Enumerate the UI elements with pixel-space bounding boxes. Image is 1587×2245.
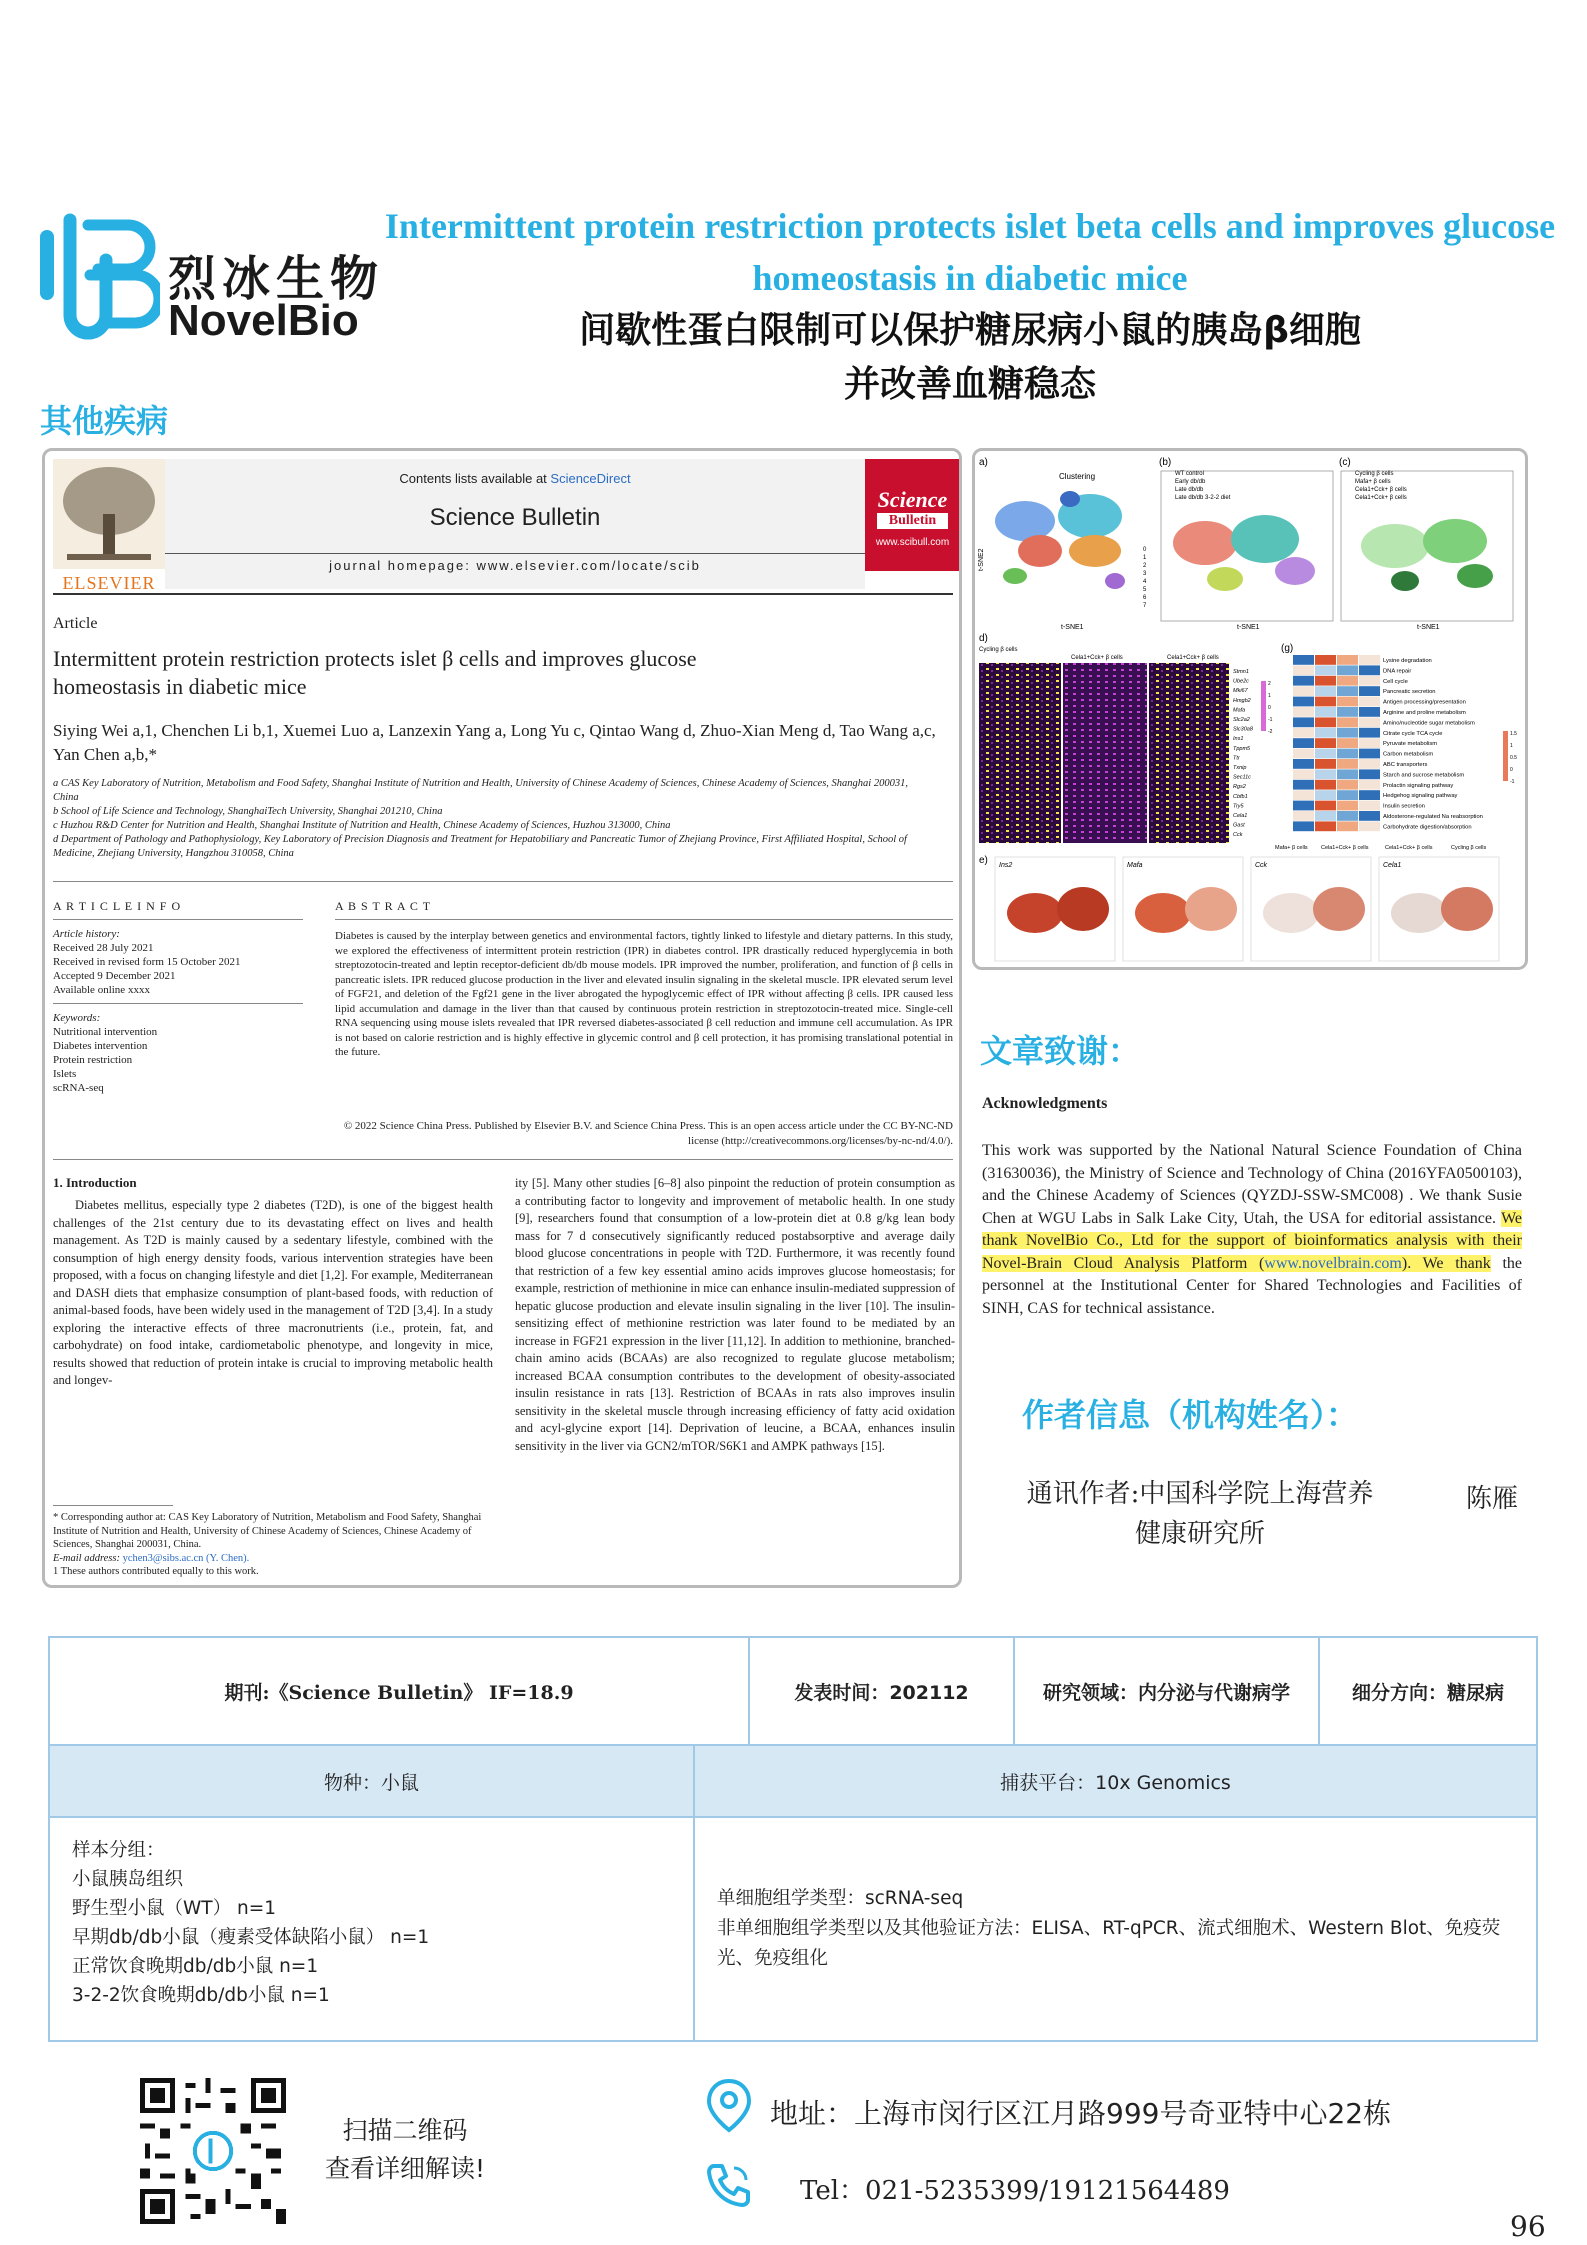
pathway-cell (1315, 665, 1336, 675)
pathway-cell (1337, 811, 1358, 821)
article-info-head: A R T I C L E I N F O (53, 899, 182, 913)
feature-gene: Mafa (1127, 862, 1143, 869)
keywords-head: Keywords: (53, 1012, 101, 1024)
keywords (53, 1011, 303, 1095)
pathway-label: Amino/nucleotide sugar metabolism (1383, 720, 1475, 727)
pathway-cell (1315, 769, 1336, 779)
cluster-id: 3 (1143, 571, 1147, 577)
sample-line: 小鼠胰岛组织 (72, 1869, 184, 1890)
pathway-label: Aldosterone-regulated Na reabsorption (1383, 814, 1483, 820)
pathway-cell (1293, 780, 1314, 790)
tsne1-axis-label: t-SNE1 (1237, 624, 1260, 631)
science-bulletin-logo (865, 459, 960, 571)
scan-instruction (310, 2112, 500, 2188)
pathway-cell (1293, 707, 1314, 717)
pathway-cell (1359, 780, 1380, 790)
keyword: scRNA-seq (53, 1082, 104, 1094)
pathway-cell (1315, 697, 1336, 707)
pathway-cell (1293, 665, 1314, 675)
cluster-id: 6 (1143, 595, 1147, 601)
feature-gene: Cela1 (1383, 862, 1402, 869)
pathway-label: DNA repair (1383, 668, 1412, 675)
intro-heading: 1. Introduction (53, 1175, 137, 1190)
title-en: Intermittent protein restriction protects islet beta cells and improves glucose homeostasis in diabetic mice (384, 206, 1556, 298)
condition-legend (1175, 471, 1231, 501)
category-heading: 其他疾病 (40, 402, 169, 440)
legend-item: Late db/db 3-2-2 diet (1175, 495, 1231, 501)
cluster-id: 2 (1143, 563, 1147, 569)
gene-label: Tppm5 (1233, 745, 1251, 752)
clustering-label: Clustering (1059, 472, 1096, 481)
gene-label: Mafa (1233, 707, 1246, 714)
study-info-table (48, 1636, 1538, 2042)
panel-d-label: d) (979, 633, 988, 644)
contents-prefix: Contents lists available at (399, 471, 551, 486)
pathway-cell (1315, 780, 1336, 790)
pathway-label: Prolactin signaling pathway (1383, 782, 1454, 789)
pathway-cell (1359, 728, 1380, 738)
keyword: Diabetes intervention (53, 1040, 148, 1052)
telephone: Tel：021-5235399/19121564489 (800, 2176, 1230, 2206)
gene-label: Sec11c (1233, 774, 1251, 781)
qr-code-icon[interactable] (140, 2078, 286, 2224)
pathway-label: Antigen processing/presentation (1383, 699, 1466, 706)
sb-logo-line1: Science (877, 487, 948, 512)
history-online: Available online xxxx (53, 984, 150, 996)
article-history (53, 927, 303, 997)
heatmap-group: Cela1+Cck+ β cells (1071, 655, 1123, 661)
copyright: © 2022 Science China Press. Published by Elsevier B.V. and Science China Press. This is an open access article under the CC BY-NC-ND license (http://creativecommons.org/licenses/by-nc-nd/4.0/). (343, 1120, 953, 1147)
pathway-cell (1359, 790, 1380, 800)
elsevier-logo (53, 459, 165, 593)
sample-line: 正常饮食晚期db/db小鼠 n=1 (72, 1956, 319, 1977)
pathway-cell (1359, 686, 1380, 696)
pathway-cell (1359, 769, 1380, 779)
pathway-cell (1337, 801, 1358, 811)
heatmap-gene-labels (1233, 669, 1254, 838)
legend-item: Late db/db (1175, 487, 1204, 493)
pathway-cell (1315, 759, 1336, 769)
scale-tick: 1 (1510, 743, 1513, 749)
brand-en: NovelBio (168, 296, 359, 345)
ack-text (982, 1140, 1522, 1320)
gene-label: Mki67 (1233, 688, 1248, 695)
brand-cn: 烈冰生物 (168, 251, 385, 307)
pathway-cell (1337, 728, 1358, 738)
tsne-clustering-plot (995, 491, 1125, 589)
email-link[interactable]: ychen3@sibs.ac.cn (Y. Chen). (122, 1552, 250, 1564)
ack-highlight: We thank NovelBio Co., Ltd for the support of bioinformatics analysis with their Novel-Brain Cloud Analysis Platform ( (982, 1209, 1522, 1272)
footnotes (53, 1511, 493, 1579)
scale-tick: 0 (1510, 767, 1513, 773)
gene-label: Slc30a8 (1233, 726, 1253, 733)
tsne1-axis-label: t-SNE1 (1061, 624, 1084, 631)
pathway-cell (1293, 655, 1314, 665)
affiliation-b: b School of Life Science and Technology, ShanghaiTech University, Shanghai 201210, China (53, 806, 443, 817)
ack-title: Acknowledgments (982, 1095, 1108, 1112)
pathway-cell (1315, 801, 1336, 811)
feature-gene: Cck (1255, 862, 1268, 869)
pathway-cell (1293, 759, 1314, 769)
scale-tick: 0 (1268, 705, 1271, 711)
scale-tick: 2 (1268, 681, 1271, 687)
pathway-label: Hedgehog signaling pathway (1383, 793, 1458, 800)
keyword: Protein restriction (53, 1054, 133, 1066)
scale-tick: -2 (1268, 729, 1273, 735)
pathway-cell (1337, 821, 1358, 831)
sb-logo-line2: Bulletin (877, 513, 948, 529)
scan-line2: 查看详细解读! (324, 2154, 486, 2183)
pathway-label: Insulin secretion (1383, 803, 1425, 810)
ack-section-heading: 文章致谢： (980, 1032, 1141, 1070)
pathway-cell (1293, 676, 1314, 686)
pathway-cell (1315, 790, 1336, 800)
pathway-label: ABC transporters (1383, 762, 1428, 768)
pathway-cell (1359, 697, 1380, 707)
pathway-label: Lysine degradation (1383, 658, 1432, 664)
pathway-labels (1383, 658, 1483, 830)
institution-line2: 健康研究所 (1134, 1519, 1265, 1549)
pathway-cell (1293, 738, 1314, 748)
gene-label: Stmn1 (1233, 669, 1249, 675)
sciencedirect-link[interactable]: ScienceDirect (550, 471, 631, 486)
pathway-cell (1337, 749, 1358, 759)
corresponding-note: * Corresponding author at: CAS Key Laboratory of Nutrition, Metabolism and Food Safety, Shanghai Institute of Nutrition and Health, University of Chinese Academy of Sciences, Chinese Academy of Sciences, Shanghai 200031, China. (53, 1512, 482, 1550)
intro-right-text: ity [5]. Many other studies [6–8] also pinpoint the reduction of protein consumption as a contributing factor to longevity and improvement of metabolic health. In one study [9], researchers found that consumption of a low-protein diet at 0.8 g/kg lean body mass for 7 d consecutively significantly reduced postabsorptive and average daily blood glucose concentrations in people with T2D. Furthermore, it was recently found that restriction of a few key essential amino acids improves glucose homeostasis; for example, restriction of methionine in mice can enhance insulin-mediated suppression of hepatic glucose production and elevate insulin signaling in the liver [10]. The insulin-sensitizing effect of methionine restriction was later found to be mediated by an increase in FGF21 expression in the liver [11,12]. In addition to methionine, branched-chain amino acids (BCAAs) are also recognized to regulate glucose metabolism; increased BCAA consumption contributes to the development of obesity-associated insulin resistance in rats [13]. Restriction of BCAAs in rats also improves insulin sensitivity in the skeletal muscle through increasing efficiency of fatty acid oxidation and acyl-glycine export [14]. Deprivation of leucine, a BCAA, enhances insulin sensitivity in the liver via GCN2/mTOR/S6K1 and AMPK pathways [15]. (515, 1176, 955, 1453)
ack-text-part: the personnel at the Institutional Center for Shared Technologies and Facilities of SINH, CAS for technical assistance. (982, 1254, 1522, 1317)
panel-c-label: (c) (1339, 457, 1351, 468)
pathway-scale (1503, 731, 1517, 785)
novelbrain-link[interactable]: www.novelbrain.com (1264, 1254, 1402, 1272)
pathway-cell (1337, 676, 1358, 686)
phone-icon (704, 2160, 754, 2210)
gene-label: Rgs2 (1233, 784, 1246, 791)
heatmap-scale (1261, 681, 1273, 735)
celltype-legend (1355, 471, 1407, 501)
heatmap-block (1063, 663, 1147, 843)
pathway-cell (1359, 676, 1380, 686)
pathway-label: Carbon metabolism (1383, 751, 1434, 758)
pathway-cell (1293, 821, 1314, 831)
pathway-cell (1359, 749, 1380, 759)
subfield-cell: 细分方向：糖尿病 (1320, 1638, 1536, 1746)
heatmap-block (1149, 663, 1229, 843)
abstract-head: A B S T R A C T (335, 899, 432, 913)
heatmap-group-labels (979, 647, 1219, 661)
pathway-cell (1315, 811, 1336, 821)
scale-tick: 0.5 (1510, 755, 1517, 761)
feature-gene: Ins2 (999, 862, 1013, 869)
pathway-cell (1315, 707, 1336, 717)
gene-label: Ins1 (1233, 736, 1244, 743)
heatmap-group: Cela1+Cck+ β cells (1167, 655, 1219, 661)
tsne-condition-plot (1173, 515, 1315, 591)
tsne1-axis-label: t-SNE1 (1417, 624, 1440, 631)
sc-type: 单细胞组学类型：scRNA-seq (717, 1888, 964, 1909)
pathway-label: Pancreatic secretion (1383, 689, 1436, 696)
journal-header (53, 459, 953, 593)
history-revised: Received in revised form 15 October 2021 (53, 956, 241, 968)
platform-cell: 捕获平台：10x Genomics (695, 1746, 1536, 1818)
pathway-cell (1315, 749, 1336, 759)
pathway-col: Mafa+ β cells (1275, 845, 1308, 851)
email-label: E-mail address: (53, 1552, 123, 1564)
paper-authors: Siying Wei a,1, Chenchen Li b,1, Xuemei Luo a, Lanzexin Yang a, Long Yu c, Qintao Wang d, Zhuo-Xian Meng d, Tao Wang a,c, Yan Chen a,b,* (53, 721, 936, 764)
journal-name: Science Bulletin (429, 504, 601, 531)
pathway-cell (1315, 717, 1336, 727)
gene-label: Gast (1233, 822, 1245, 829)
pathway-column-labels (1275, 845, 1487, 851)
feature-plots (995, 857, 1499, 961)
pathway-cell (1337, 769, 1358, 779)
title-cn-line1: 间歇性蛋白限制可以保护糖尿病小鼠的胰岛β细胞 (579, 310, 1361, 351)
pathway-cell (1359, 811, 1380, 821)
species-cell: 物种：小鼠 (50, 1746, 695, 1818)
title-cn-line2: 并改善血糖稳态 (843, 364, 1096, 405)
pathway-heatmap (1293, 655, 1380, 831)
cluster-id: 1 (1143, 555, 1147, 561)
sample-line: 早期db/db小鼠（瘦素受体缺陷小鼠） n=1 (72, 1927, 430, 1948)
gene-label: Hmgb2 (1233, 697, 1251, 704)
pathway-label: Citrate cycle TCA cycle (1383, 730, 1443, 737)
pathway-cell (1359, 821, 1380, 831)
pathway-cell (1337, 665, 1358, 675)
legend-item: Early db/db (1175, 479, 1206, 485)
pathway-col: Cycling β cells (1451, 845, 1487, 851)
address: 地址：上海市闵行区江月路999号奇亚特中心22栋 (770, 2097, 1392, 2130)
field-cell: 研究领域：内分泌与代谢病学 (1015, 1638, 1320, 1746)
pathway-cell (1315, 821, 1336, 831)
pathway-cell (1293, 686, 1314, 696)
pathway-label: Carbohydrate digestion/absorption (1383, 824, 1472, 831)
pathway-cell (1359, 655, 1380, 665)
pathway-cell (1337, 717, 1358, 727)
keyword: Nutritional intervention (53, 1026, 158, 1038)
pathway-cell (1337, 790, 1358, 800)
pathway-cell (1337, 759, 1358, 769)
gene-label: Cck (1233, 832, 1243, 839)
title-cn (370, 304, 1570, 412)
journal-banner (165, 459, 865, 589)
pathway-cell (1359, 717, 1380, 727)
scale-tick: 1 (1268, 693, 1271, 699)
gene-label: Ttr (1233, 755, 1240, 762)
abstract-text: Diabetes is caused by the interplay between genetics and environmental factors, tightly linked to lifestyle and dietary patterns. In this study, we explored the effectiveness of intermittent protein restriction (IPR) in diabetes control. IPR drastically reduced hyperglycemia in both streptozotocin-treated and leptin receptor-deficient db/db mouse models. IPR improved the number, proliferation, and function of β cells in pancreatic islets. IPR reduced glucose production in the liver and elevated insulin signaling in the skeletal muscle. IPR elevated serum level of FGF21, and deletion of the Fgf21 gene in the liver abrogated the hypoglycemic effect of IPR without affecting β cells. IPR caused less lipid accumulation and damage in the liver than that caused by continuous protein restriction in streptozotocin-treated mice. Single-cell RNA sequencing using mouse islets revealed that IPR reversed diabetes-associated β cell reduction and immune cell accumulation. As IPR is not based on calorie restriction and is highly effective in glycemic control and β cell protection, it has promising translational potential in the future. (335, 930, 953, 1058)
history-head: Article history: (53, 928, 120, 940)
figure-panel (972, 448, 1528, 970)
pathway-cell (1293, 728, 1314, 738)
sample-line: 样本分组： (72, 1840, 165, 1861)
corresponding-institution (990, 1474, 1410, 1554)
journal-cell: 期刊:《Science Bulletin》 IF=18.9 (50, 1638, 750, 1746)
pathway-cell (1315, 738, 1336, 748)
other-methods: 非单细胞组学类型以及其他验证方法：ELISA、RT-qPCR、流式细胞术、Western Blot、免疫荧光、免疫组化 (717, 1918, 1501, 1969)
legend-item: Cycling β cells (1355, 471, 1394, 477)
location-pin-icon (704, 2078, 754, 2134)
journal-homepage[interactable]: journal homepage: www.elsevier.com/locate/scib (329, 558, 701, 573)
pathway-label: Pyruvate metabolism (1383, 741, 1438, 748)
paper-title: Intermittent protein restriction protects islet β cells and improves glucose homeostasis in diabetic mice (53, 646, 697, 699)
scan-line1: 扫描二维码 (342, 2116, 468, 2145)
pathway-cell (1293, 697, 1314, 707)
elsevier-tree-icon (53, 459, 165, 569)
cluster-id: 7 (1143, 603, 1147, 609)
legend-item: Mafa+ β cells (1355, 479, 1391, 485)
article-type: Article (53, 615, 98, 632)
pathway-cell (1293, 769, 1314, 779)
heatmap-block (979, 663, 1061, 843)
pathway-cell (1315, 728, 1336, 738)
legend-item: WT control (1175, 471, 1204, 477)
pathway-cell (1337, 738, 1358, 748)
sample-line: 3-2-2饮食晚期db/db小鼠 n=1 (72, 1985, 330, 2006)
pathway-cell (1337, 655, 1358, 665)
affiliation-a: a CAS Key Laboratory of Nutrition, Metabolism and Food Safety, Shanghai Institute of Nutrition and Health, University of Chinese Academy of Sciences, Chinese Academy of Sciences, Shanghai 200031, China (53, 778, 908, 803)
gene-label: Try5 (1233, 803, 1244, 810)
cluster-id: 5 (1143, 587, 1147, 593)
tsne-celltype-plot (1361, 519, 1493, 591)
panel-e-label: e) (979, 855, 988, 866)
pathway-cell (1293, 811, 1314, 821)
samples-cell (50, 1818, 695, 2040)
legend-item: Cela1+Cck+ β cells (1355, 487, 1407, 493)
pathway-cell (1337, 697, 1358, 707)
scale-tick: -1 (1268, 717, 1273, 723)
legend-item: Cela1+Cck+ β cells (1355, 495, 1407, 501)
pathway-cell (1359, 665, 1380, 675)
author-section-heading: 作者信息（机构姓名）： (1022, 1396, 1359, 1434)
novelbio-logo-icon (30, 205, 160, 345)
gene-label: Ube2c (1233, 678, 1249, 685)
contents-line (165, 471, 865, 486)
pathway-cell (1337, 707, 1358, 717)
cluster-id: 4 (1143, 579, 1147, 585)
pathway-cell (1315, 655, 1336, 665)
heatmap-group: Cycling β cells (979, 647, 1018, 653)
pathway-label: Arginine and proline metabolism (1383, 710, 1466, 716)
pathway-cell (1359, 707, 1380, 717)
gene-label: Cela1 (1233, 813, 1248, 819)
pathway-cell (1315, 676, 1336, 686)
gene-label: Slc2a2 (1233, 717, 1250, 723)
corresponding-author-name: 陈雁 (1466, 1484, 1519, 1514)
pathway-cell (1293, 790, 1314, 800)
pathway-cell (1337, 780, 1358, 790)
page-number: 96 (1510, 2210, 1546, 2243)
sb-url: www.scibull.com (875, 537, 950, 548)
ack-text-part: This work was supported by the National Natural Science Foundation of China (31630036), the Ministry of Science and Technology of China (2016YFA0500103), and the Chinese Academy of Sciences (QYZDJ-SSW-SMC008) . We thank Susie Chen at WGU Labs in Salk Lake City, Utah, the USA for editorial assistance. (982, 1142, 1522, 1227)
pathway-cell (1293, 801, 1314, 811)
elsevier-wordmark: ELSEVIER (62, 573, 156, 593)
cluster-id: 0 (1143, 547, 1147, 553)
keyword: Islets (53, 1068, 77, 1080)
pathway-label: Cell cycle (1383, 678, 1408, 685)
tsne2-axis-label: t-SNE2 (978, 548, 985, 571)
ack-highlight: ). We thank (1401, 1254, 1491, 1272)
pathway-cell (1293, 717, 1314, 727)
pathway-label: Starch and sucrose metabolism (1383, 772, 1465, 779)
paper-snapshot (42, 448, 962, 1588)
affiliation-c: c Huzhou R&D Center for Nutrition and Health, Shanghai Institute of Nutrition and Health, Chinese Academy of Sciences, Huzhou 313000, China (53, 820, 671, 831)
pathway-cell (1359, 759, 1380, 769)
pathway-cell (1337, 686, 1358, 696)
history-accepted: Accepted 9 December 2021 (53, 970, 176, 982)
equal-contribution-note: 1 These authors contributed equally to this work. (53, 1566, 259, 1577)
pathway-cell (1293, 749, 1314, 759)
sample-line: 野生型小鼠（WT） n=1 (72, 1898, 276, 1919)
panel-b-label: (b) (1159, 457, 1172, 468)
pub-time-cell: 发表时间：202112 (750, 1638, 1015, 1746)
institution-line1: 通讯作者:中国科学院上海营养 (1026, 1479, 1374, 1509)
history-received: Received 28 July 2021 (53, 942, 154, 954)
gene-label: Txnip (1233, 765, 1247, 771)
panel-a-label: a) (979, 457, 988, 468)
cluster-legend (1143, 547, 1147, 609)
affiliation-d: d Department of Pathology and Pathophysiology, Key Laboratory of Precision Diagnosis and Treatment for Hepatobiliary and Pancreatic Tumor of Zhejiang Province, First Affiliated Hospital, School of Medicine, Zhejiang University, Hangzhou 310058, China (53, 834, 907, 859)
pathway-col: Cela1+Cck+ β cells (1385, 845, 1433, 851)
gene-label: Cbfb1 (1233, 793, 1248, 800)
pathway-cell (1359, 738, 1380, 748)
pathway-col: Cela1+Cck+ β cells (1321, 845, 1369, 851)
scale-tick: 1.5 (1510, 731, 1517, 737)
pathway-cell (1359, 801, 1380, 811)
scrna-figure (975, 451, 1528, 970)
intro-left-text: Diabetes mellitus, especially type 2 diabetes (T2D), is one of the biggest health challenges of the 21st century due to its devastating effect on lives and health management. As T2D is mainly caused by a sedentary lifestyle, combined with the consumption of high energy density foods, various intervention strategies have been proposed, with a focus on changing lifestyle and diet [1,2]. For example, Mediterranean and DASH diets that emphasize consumption of plant-based foods, with reduction of animal-based foods, have been widely used in the management of T2D [3,4]. In a study exploring the interactive effects of three macronutrients (i.e., protein, fat, and carbohydrate) on food intake, cardiometabolic phenotype, and longevity in mice, results showed that reduction of protein intake is crucial to improving metabolic health and longev- (53, 1198, 493, 1387)
affiliations (53, 777, 933, 861)
scale-tick: -1 (1510, 779, 1515, 785)
panel-g-label: (g) (1281, 643, 1294, 654)
methods-cell (695, 1818, 1536, 2040)
pathway-cell (1315, 686, 1336, 696)
